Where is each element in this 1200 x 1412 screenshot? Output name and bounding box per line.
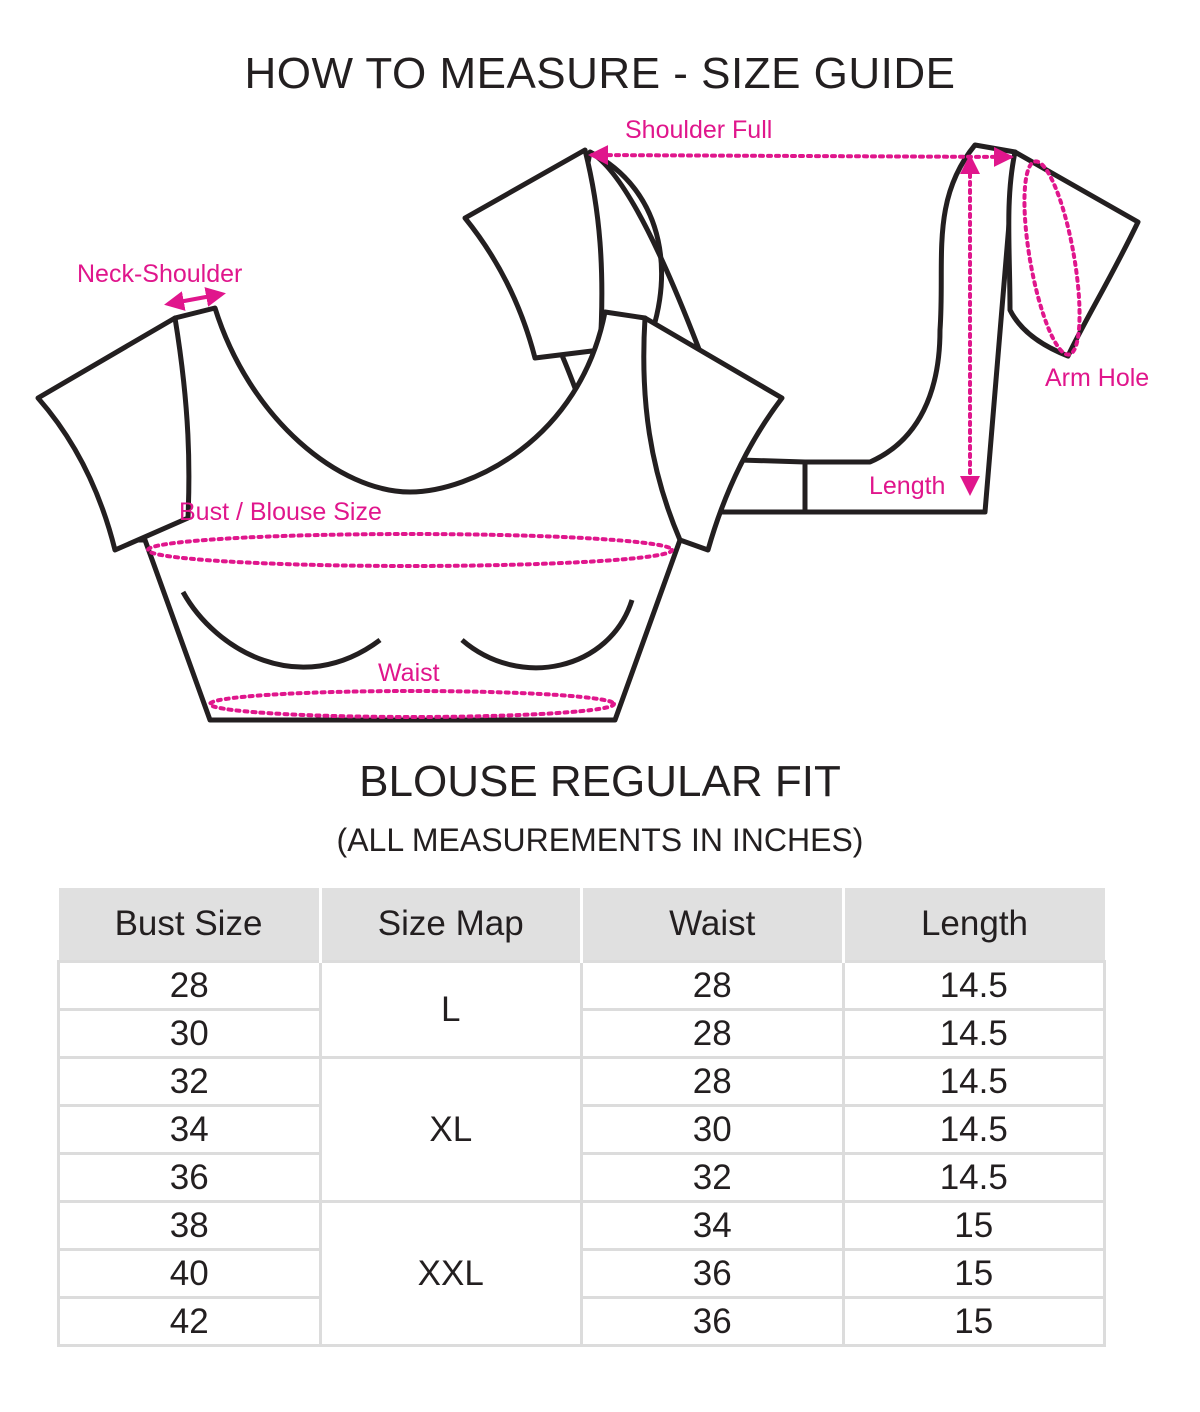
waist-cell: 30 xyxy=(582,1106,844,1154)
waist-cell: 28 xyxy=(582,1058,844,1106)
shoulder-full-label: Shoulder Full xyxy=(625,116,773,144)
bust-cell: 28 xyxy=(59,962,321,1010)
bust-label: Bust / Blouse Size xyxy=(179,498,382,526)
length-label: Length xyxy=(869,472,946,500)
waist-cell: 36 xyxy=(582,1298,844,1346)
shoulder-full-guide xyxy=(592,155,1010,157)
length-cell: 14.5 xyxy=(843,1058,1105,1106)
size-map-cell: XL xyxy=(320,1058,582,1202)
page-title: HOW TO MEASURE - SIZE GUIDE xyxy=(244,49,956,98)
neck-shoulder-arrow xyxy=(168,294,222,304)
back-left-sleeve xyxy=(465,150,602,358)
length-cell: 14.5 xyxy=(843,1154,1105,1202)
waist-cell: 28 xyxy=(582,962,844,1010)
length-cell: 15 xyxy=(843,1202,1105,1250)
table-row xyxy=(59,1298,1105,1346)
bust-cell: 32 xyxy=(59,1058,321,1106)
bust-cell: 40 xyxy=(59,1250,321,1298)
front-left-sleeve xyxy=(38,318,189,550)
table-row xyxy=(59,962,1105,1010)
fit-note: (ALL MEASUREMENTS IN INCHES) xyxy=(336,822,864,858)
table-row xyxy=(59,1202,1105,1250)
table-row xyxy=(59,1106,1105,1154)
bust-cell: 38 xyxy=(59,1202,321,1250)
waist-cell: 28 xyxy=(582,1010,844,1058)
size-chart-table xyxy=(57,888,1106,1347)
length-cell: 15 xyxy=(843,1250,1105,1298)
length-cell: 14.5 xyxy=(843,1010,1105,1058)
header-waist: Waist xyxy=(582,888,844,962)
length-cell: 14.5 xyxy=(843,1106,1105,1154)
header-size-map: Size Map xyxy=(320,888,582,962)
fit-title: BLOUSE REGULAR FIT xyxy=(359,757,841,806)
size-map-cell: XXL xyxy=(320,1202,582,1346)
header-bust-size: Bust Size xyxy=(59,888,321,962)
arm-hole-label: Arm Hole xyxy=(1045,364,1150,392)
waist-label: Waist xyxy=(378,659,440,687)
waist-cell: 34 xyxy=(582,1202,844,1250)
waist-cell: 32 xyxy=(582,1154,844,1202)
table-row xyxy=(59,1010,1105,1058)
size-map-cell: L xyxy=(320,962,582,1058)
bust-cell: 42 xyxy=(59,1298,321,1346)
header-length: Length xyxy=(843,888,1105,962)
neck-shoulder-label: Neck-Shoulder xyxy=(77,260,243,288)
bust-cell: 30 xyxy=(59,1010,321,1058)
table-row xyxy=(59,1154,1105,1202)
table-row xyxy=(59,1058,1105,1106)
table-header-row xyxy=(59,888,1105,962)
length-cell: 14.5 xyxy=(843,962,1105,1010)
bust-cell: 36 xyxy=(59,1154,321,1202)
table-row xyxy=(59,1250,1105,1298)
waist-cell: 36 xyxy=(582,1250,844,1298)
length-cell: 15 xyxy=(843,1298,1105,1346)
bust-cell: 34 xyxy=(59,1106,321,1154)
